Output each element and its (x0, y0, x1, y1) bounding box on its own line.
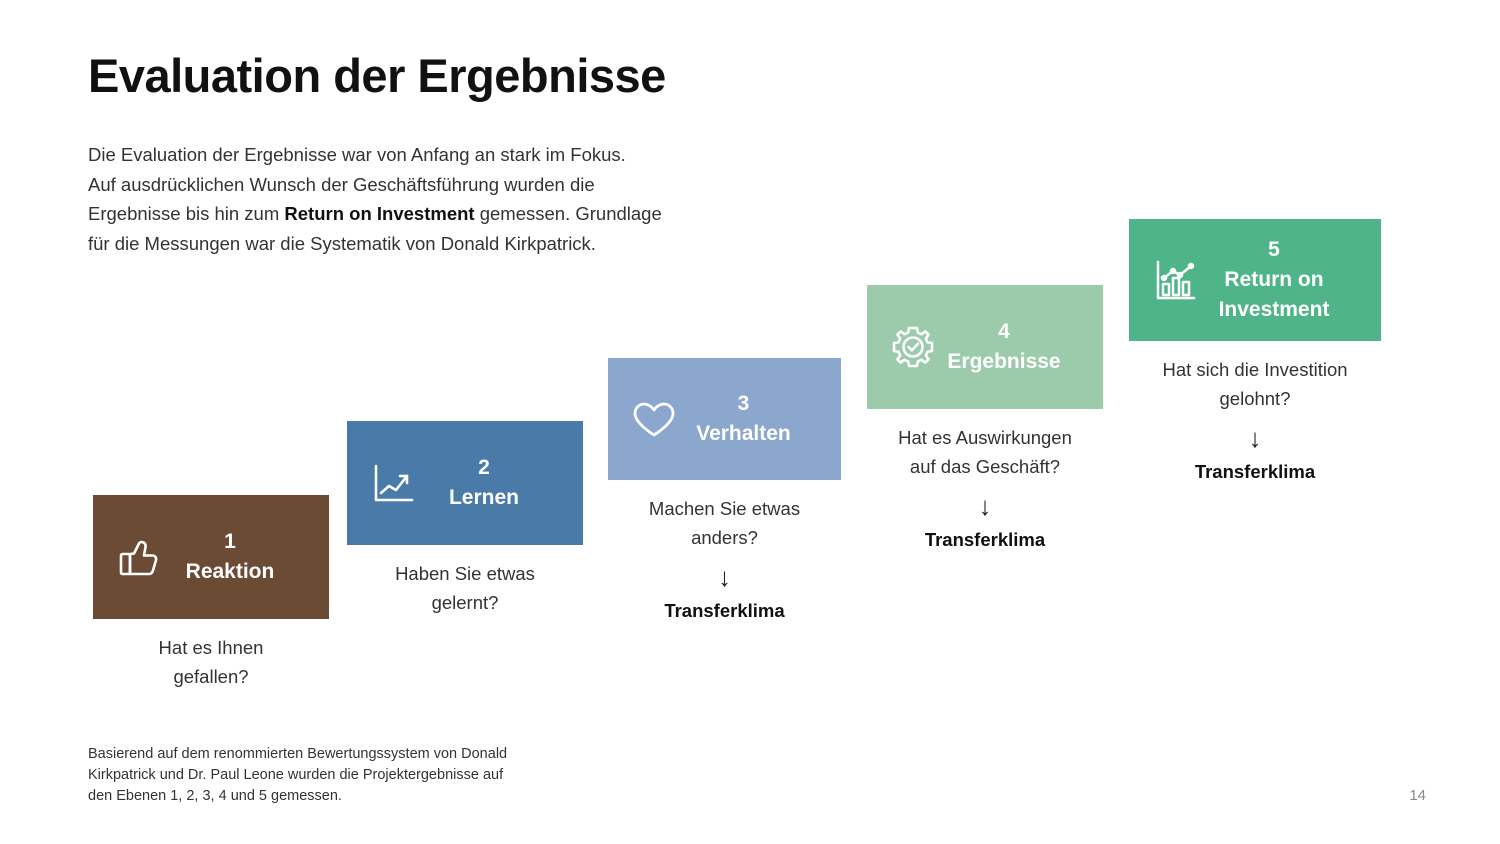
step-3-label: Verhalten (696, 422, 791, 445)
intro-line-4: für die Messungen war die Systematik von Donald Kirkpatrick. (88, 232, 596, 254)
step-2-caption-line-1: Haben Sie etwas (395, 563, 535, 584)
step-3-card (608, 358, 841, 480)
line-chart-icon (367, 457, 419, 509)
intro-line-1: Die Evaluation der Ergebnisse war von Anfang an stark im Fokus. (88, 144, 626, 165)
step-5-transferklima: Transferklima (1194, 461, 1316, 482)
step-3-number: 3 (737, 392, 750, 415)
step-2-number: 2 (478, 456, 490, 479)
step-5-card (1129, 219, 1381, 341)
step-4-caption-line-2: auf das Geschäft? (909, 456, 1061, 477)
page-title: Evaluation der Ergebnisse (88, 49, 666, 102)
step-1-card (93, 495, 329, 619)
step-2-lernen (347, 421, 583, 617)
step-3-caption-line-2: anders? (691, 527, 758, 548)
step-1-reaktion (93, 495, 329, 691)
step-1-caption-line-1: Hat es Ihnen (158, 637, 264, 658)
step-4-number: 4 (998, 320, 1010, 343)
intro-line-3-suffix: gemessen. Grundlage (474, 203, 662, 224)
step-4-arrow-down-icon: ↓ (978, 491, 992, 521)
step-1-label: Reaktion (185, 560, 275, 583)
step-5-number: 5 (1268, 238, 1280, 261)
step-5-return-on-investment (1129, 219, 1381, 483)
footnote-line-2: Kirkpatrick und Dr. Paul Leone wurden die Projektergebnisse auf (88, 767, 504, 783)
step-5-label: Return on Investment (1218, 268, 1330, 321)
gear-check-icon (887, 321, 939, 373)
footnote-line-3: den Ebenen 1, 2, 3, 4 und 5 gemessen. (88, 788, 342, 804)
footnote (88, 744, 608, 807)
step-5-arrow-down-icon: ↓ (1248, 423, 1262, 453)
step-1-number: 1 (224, 530, 236, 553)
step-4-transferklima: Transferklima (924, 529, 1046, 550)
bar-chart-growth-icon (1149, 254, 1201, 306)
step-3-caption-line-1: Machen Sie etwas (648, 498, 801, 519)
intro-line-2: Auf ausdrücklichen Wunsch der Geschäftsführung wurden die (88, 173, 595, 195)
step-1-caption (93, 633, 329, 691)
step-2-card (347, 421, 583, 545)
step-4-label: Ergebnisse (947, 350, 1061, 373)
step-3-arrow-down-icon: ↓ (718, 562, 731, 592)
step-1-caption-line-2: gefallen? (173, 666, 249, 687)
intro-highlight-roi: Return on Investment (284, 203, 475, 224)
step-3-transferklima: Transferklima (664, 600, 785, 621)
footnote-line-1: Basierend auf dem renommierten Bewertungssystem von Donald (88, 746, 508, 762)
step-4-caption-line-1: Hat es Auswirkungen (898, 427, 1072, 448)
step-5-caption-line-2: gelohnt? (1219, 388, 1291, 409)
step-4-ergebnisse (867, 285, 1103, 551)
heart-icon (628, 393, 680, 445)
intro-paragraph (88, 140, 788, 258)
step-5-caption-line-1: Hat sich die Investition (1162, 359, 1348, 380)
step-2-label: Lernen (448, 486, 519, 509)
intro-line-3-prefix: Ergebnisse bis hin zum (88, 203, 285, 224)
step-5-caption (1129, 355, 1381, 413)
thumbs-up-icon (113, 531, 165, 583)
step-2-caption (347, 559, 583, 617)
step-4-caption (867, 423, 1103, 481)
page-number: 14 (1409, 787, 1426, 804)
step-2-caption-line-2: gelernt? (431, 592, 499, 613)
step-3-verhalten (608, 358, 841, 622)
step-4-card (867, 285, 1103, 409)
step-3-caption (608, 494, 841, 552)
